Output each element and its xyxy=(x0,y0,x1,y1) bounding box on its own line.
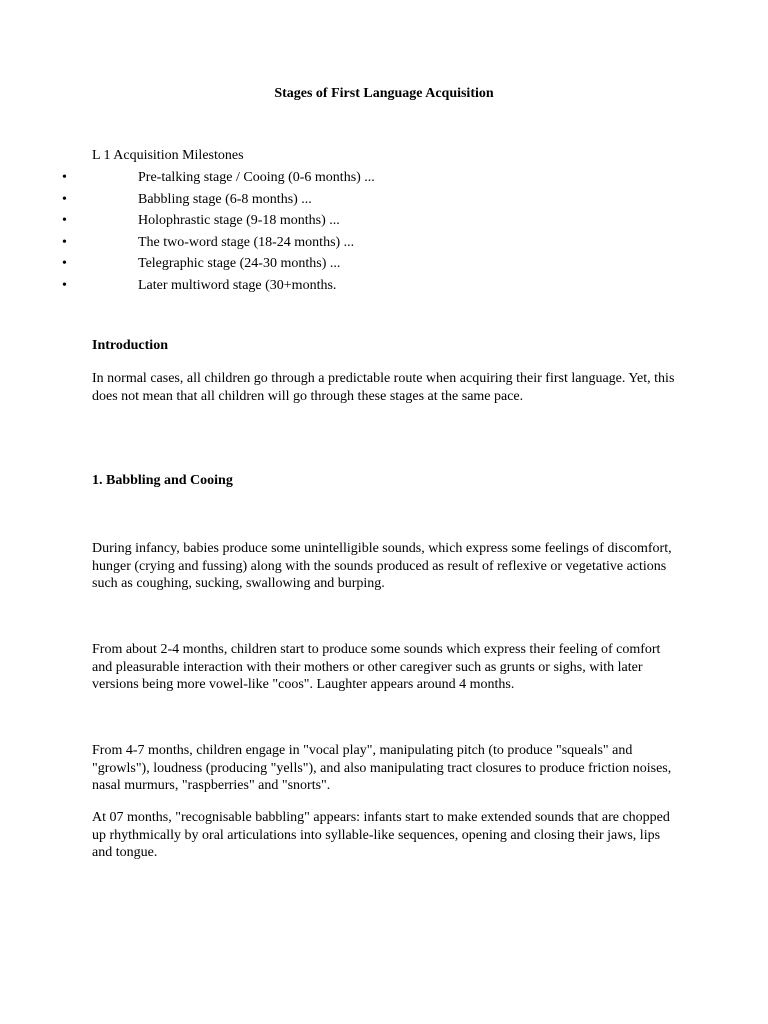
paragraph xyxy=(92,540,682,593)
milestone-text: Telegraphic stage (24-30 months) ... xyxy=(138,256,341,272)
bullet-icon: • xyxy=(62,234,67,250)
paragraph-text: At 07 months, "recognisable babbling" appears: infants start to make extended sounds that are chopped up rhythmically by oral articulations into syllable-like sequences, opening and closing their jaws, lips and tongue. xyxy=(92,810,670,860)
milestone-text: Pre-talking stage / Cooing (0-6 months) ... xyxy=(138,170,375,185)
paragraph xyxy=(92,742,682,795)
section-heading: 1. Babbling and Cooing xyxy=(92,473,233,488)
paragraph-text: During infancy, babies produce some unintelligible sounds, which express some feelings of discomfort, hunger (crying and fussing) along with the sounds produced as result of reflexive or vegetative actions such as coughing, sucking, swallowing and burping. xyxy=(92,541,672,591)
paragraph xyxy=(92,641,682,694)
bullet-icon: • xyxy=(62,213,67,229)
bullet-icon: • xyxy=(62,170,67,185)
bullet-icon: • xyxy=(62,191,67,207)
milestone-text: Holophrastic stage (9-18 months) ... xyxy=(138,213,340,229)
document-title: Stages of First Language Acquisition xyxy=(274,86,494,101)
introduction-heading: Introduction xyxy=(92,338,168,353)
paragraph-text: From about 2-4 months, children start to produce some sounds which express their feeling of comfort and pleasurable interaction with their mothers or other caregiver such as grunts or sighs, with later versions being more vowel-like "coos". Laughter appears around 4 months. xyxy=(92,642,661,692)
milestone-text: Later multiword stage (30+months. xyxy=(138,277,337,293)
paragraph xyxy=(92,809,682,862)
bullet-icon: • xyxy=(62,256,67,272)
milestone-text: The two-word stage (18-24 months) ... xyxy=(138,234,355,250)
bullet-icon: • xyxy=(62,277,67,293)
paragraph-text: In normal cases, all children go through a predictable route when acquiring their first language. Yet, this does not mean that all children will go through these stages at the same pace. xyxy=(92,371,675,404)
paragraph-text: From 4-7 months, children engage in "vocal play", manipulating pitch (to produce "squeals" and "growls"), loudness (producing "yells"), and also manipulating tract closures to produce friction noises, nasal murmurs, "raspberries" and "snorts". xyxy=(92,743,672,793)
milestone-text: Babbling stage (6-8 months) ... xyxy=(138,191,312,207)
milestones-heading: L 1 Acquisition Milestones xyxy=(92,148,244,163)
introduction-paragraph xyxy=(92,370,682,405)
